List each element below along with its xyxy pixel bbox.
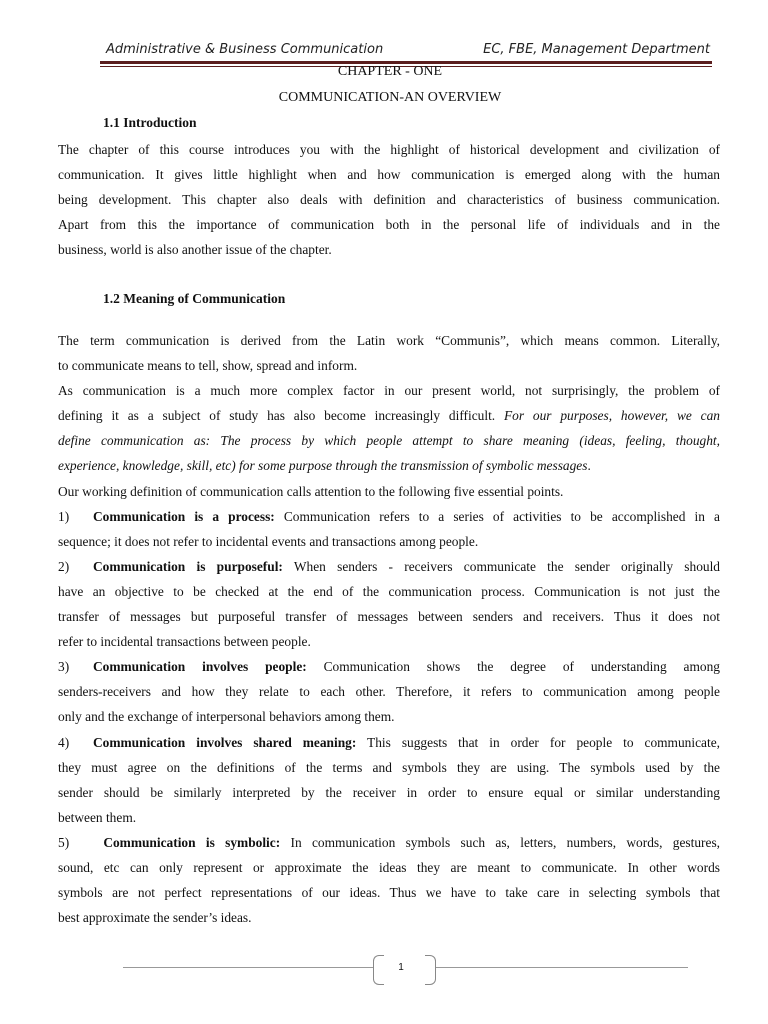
italic-run: For our purposes, however, we can [504, 408, 720, 424]
list-item-line [58, 855, 720, 880]
introduction-paragraph [58, 137, 720, 262]
text-run: between them. [58, 809, 137, 825]
text-run: The term communication is derived from the Latin work “Communis”, which means common. Literally, [58, 333, 720, 348]
text-run: The chapter of this course introduces you with the highlight of historical development and civilization of [58, 142, 720, 157]
bold-run: Communication is a process: [93, 508, 275, 524]
page-footer [123, 955, 688, 985]
list-item-line [58, 805, 720, 830]
text-line [58, 162, 720, 187]
text-run: to communicate means to tell, show, spread and inform. [58, 358, 358, 374]
footer-bracket-left [373, 955, 384, 985]
text-run: communication. It gives little highlight when and how communication is emerged along with the human [58, 167, 720, 183]
text-run: senders-receivers and how they relate to each other. Therefore, it refers to communication among people [58, 684, 720, 700]
text-line [58, 428, 720, 453]
text-run: defining it as a subject of study has also become increasingly difficult. [58, 408, 504, 424]
list-item-line [58, 679, 720, 704]
chapter-label: CHAPTER - ONE [337, 64, 443, 79]
text-run: sender should be similarly interpreted by the receiver in order to ensure equal or similar understanding [58, 784, 720, 800]
text-line [58, 453, 720, 478]
text-run: Apart from this the importance of communication both in the personal life of individuals and in the [58, 217, 720, 233]
list-item-line [58, 629, 720, 654]
italic-run: experience, knowledge, skill, etc) for some purpose through the transmission of symbolic messages [58, 458, 588, 474]
text-line [58, 137, 720, 162]
section-heading-introduction: 1.1 Introduction [103, 115, 197, 130]
list-item-line [58, 704, 720, 729]
text-line [58, 353, 720, 378]
text-run: When senders - receivers communicate the sender originally should [282, 558, 720, 574]
list-item-first-line [58, 654, 720, 679]
header-course-title: Administrative & Business Communication [106, 42, 384, 57]
text-line [58, 403, 720, 428]
list-item-line [58, 780, 720, 805]
bold-run: Communication is purposeful: [93, 558, 283, 574]
header-department: EC, FBE, Management Department [483, 42, 710, 57]
footer-rule-right [436, 967, 688, 968]
list-number: 3) [58, 659, 70, 675]
text-line [58, 212, 720, 237]
list-item-line [58, 579, 720, 604]
text-run: . [587, 458, 591, 474]
text-line [58, 237, 720, 262]
text-run: transfer of messages but purposeful transfer of messages between senders and receivers. Thus it does not [58, 609, 720, 625]
text-run: Communication shows the degree of understanding among [306, 659, 720, 675]
text-run: Our working definition of communication calls attention to the following five essential points. [58, 483, 564, 499]
text-run: Communication refers to a series of activities to be accomplished in a [274, 508, 720, 524]
bold-run: Communication involves shared meaning: [93, 734, 357, 750]
list-item-line [58, 604, 720, 629]
bold-run: Communication is symbolic: [93, 834, 281, 850]
text-run: being development. This chapter also deals with definition and characteristics of business communication. [58, 192, 720, 208]
bold-run: Communication involves people: [93, 659, 307, 675]
text-run: only and the exchange of interpersonal behaviors among them. [58, 709, 395, 725]
list-item-line [58, 755, 720, 780]
text-run: This suggests that in order for people to communicate, [356, 734, 720, 750]
list-item-first-line [58, 554, 720, 579]
list-item-line [58, 905, 720, 930]
list-item-first-line [58, 504, 720, 529]
text-run: symbols are not perfect representations of our ideas. Thus we have to take care in selecting symbols that [58, 885, 720, 901]
page-header [106, 40, 710, 60]
text-run: have an objective to be checked at the end of the communication process. Communication is not just the [58, 583, 720, 599]
text-line [58, 187, 720, 212]
text-line [58, 479, 720, 504]
text-run: As communication is a much more complex factor in our present world, not surprisingly, the problem of [58, 383, 720, 399]
text-line [58, 378, 720, 403]
page-number: 1 [398, 962, 404, 973]
text-run: refer to incidental transactions between people. [58, 634, 311, 650]
text-run: In communication symbols such as, letters, numbers, words, gestures, [280, 834, 721, 850]
list-item-first-line [58, 730, 720, 755]
text-run: best approximate the sender’s ideas. [58, 910, 252, 926]
list-item-first-line [58, 830, 720, 855]
text-run: business, world is also another issue of the chapter. [58, 242, 332, 258]
text-line [58, 328, 720, 353]
meaning-paragraph [58, 328, 720, 930]
list-number: 5) [58, 834, 70, 850]
footer-rule-left [123, 967, 373, 968]
text-run: sequence; it does not refer to incidental events and transactions among people. [58, 533, 479, 549]
list-number: 1) [58, 508, 70, 524]
list-item-line [58, 529, 720, 554]
chapter-title: COMMUNICATION-AN OVERVIEW [278, 90, 502, 105]
text-run: sound, etc can only represent or approximate the ideas they are meant to communicate. In other words [58, 859, 720, 875]
list-item-line [58, 880, 720, 905]
list-number: 4) [58, 734, 70, 750]
footer-bracket-right [425, 955, 436, 985]
italic-run: define communication as: The process by which people attempt to share meaning (ideas, feeling, thought, [58, 433, 720, 449]
section-heading-meaning: 1.2 Meaning of Communication [103, 291, 286, 306]
list-number: 2) [58, 558, 70, 574]
text-run: they must agree on the definitions of the terms and symbols they are using. The symbols used by the [58, 759, 720, 775]
